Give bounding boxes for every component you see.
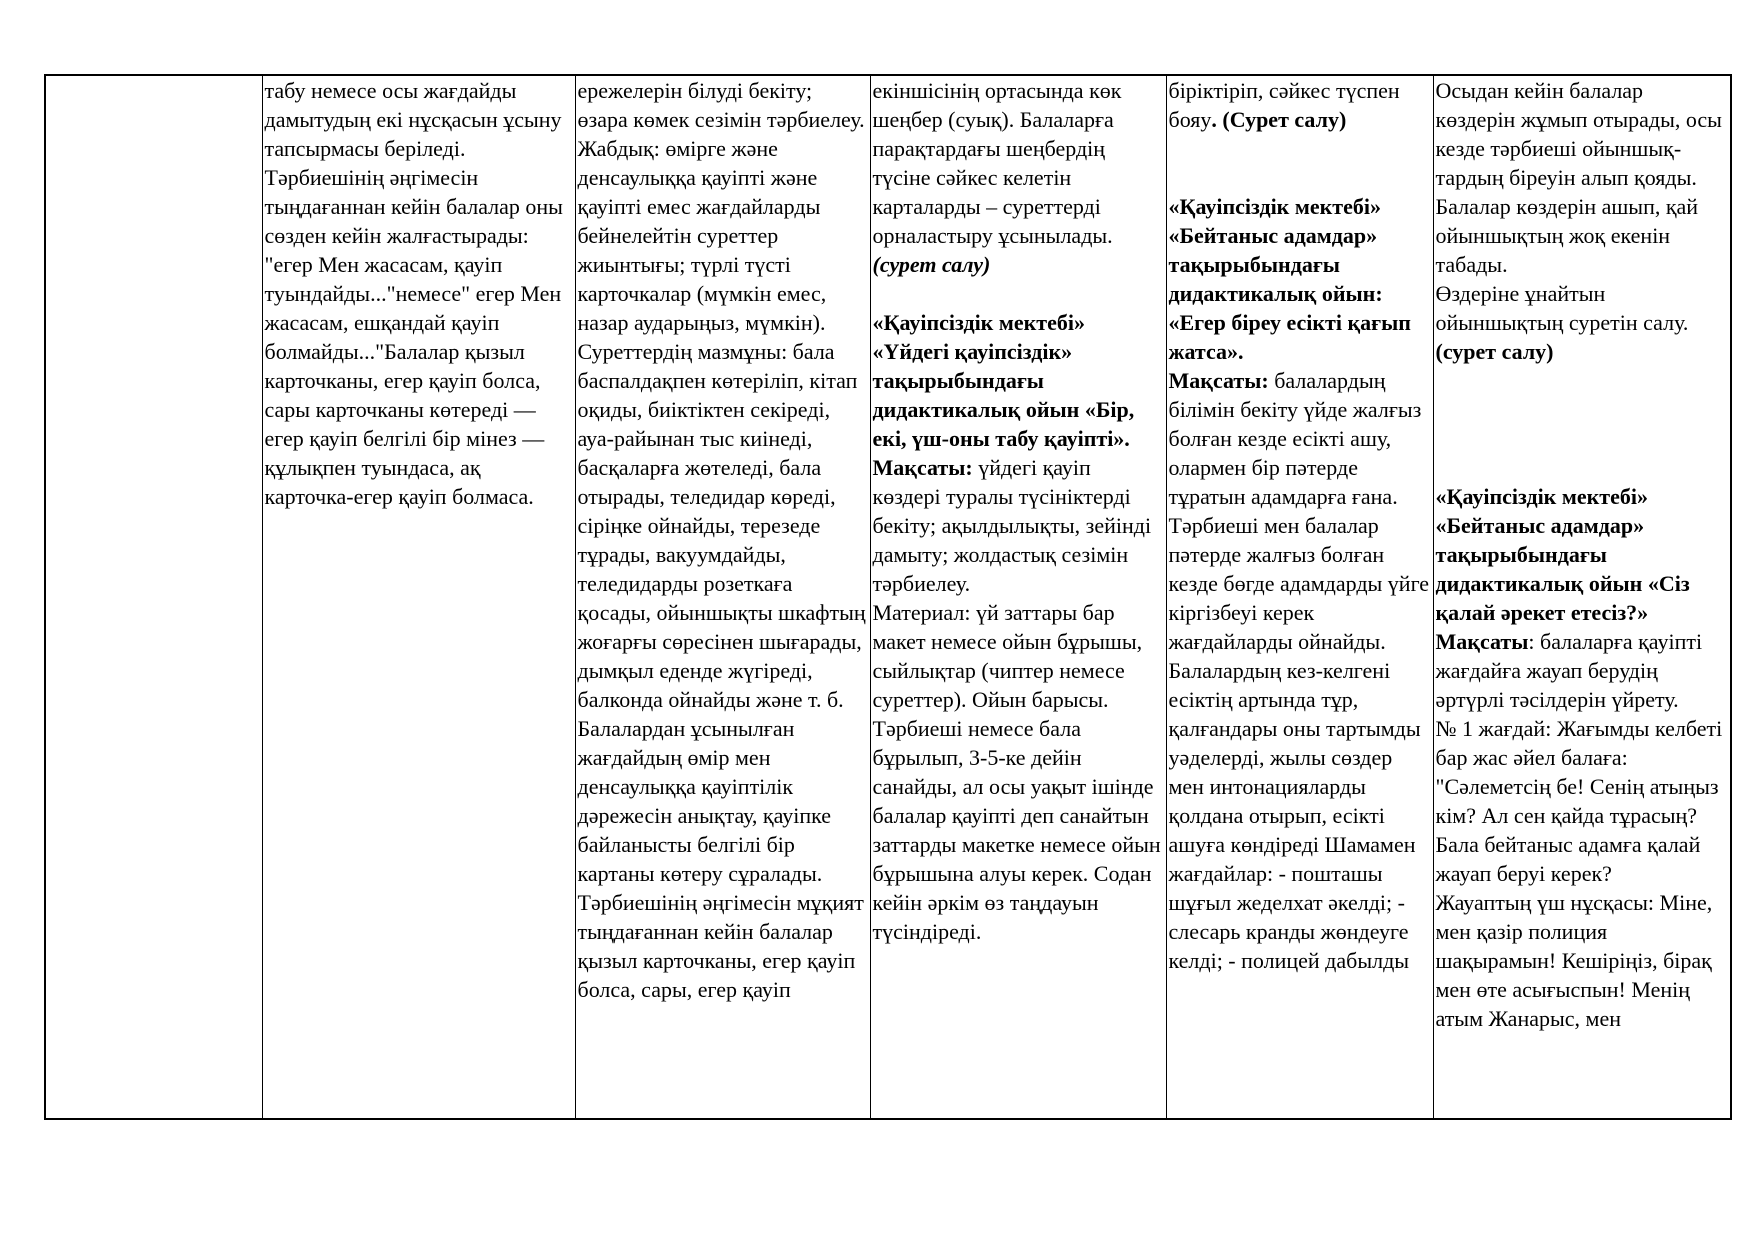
goal-text: балалардың білімін бекіту үйде жалғыз болған кезде есікті ашу, олармен бір пәтерде тұратын адамдарға ғана. Тәрбиеші мен балалар пәтерде жалғыз болған кезде бөгде адамдарды үйге кіргізбеуі керек жағдайларды ойнайды. Балалардың кез-келгені есіктің артында тұр, қалғандары оны тартымды уәделерді, жылы сөздер мен интонацияларды қолдана отырып, есікті ашуға көндіреді Шамамен жағдайлар: - пошташы шұғыл жеделхат әкелді; - слесарь кранды жөндеуге келді; - полицей дабылды <box>1168 368 1430 973</box>
spacer <box>1169 134 1431 192</box>
draw-text: Өздеріне ұнайтын ойыншықтың суретін салу. <box>1435 281 1689 335</box>
lesson-plan-table <box>44 74 1732 1120</box>
game-title: «Қауіпсіздік мектебі» «Бейтаныс адамдар» тақырыбындағы дидактикалық ойын: «Егер біреу есікті қағып жатса». <box>1168 194 1411 364</box>
case-text: № 1 жағдай: Жағымды келбеті бар жас әйел балаға: "Сәлеметсің бе! Сенің атыңыз кім? Ал сен қайда тұрасың? <box>1435 716 1723 828</box>
cell-col5 <box>1433 75 1731 1119</box>
cell-paragraph <box>873 308 1164 598</box>
cell-text: Осыдан кейін балалар көздерін жұмып отырады, осы кезде тәрбиеші ойыншық-тардың біреуін алып қояды. Балалар көздерін ашып, қай ойыншықтың жоқ екенін табады. <box>1435 78 1722 277</box>
bold-note: (сурет салу) <box>1435 339 1554 364</box>
cell-paragraph <box>873 76 1164 279</box>
question-text: Бала бейтаныс адамға қалай жауап беруі керек? <box>1435 832 1701 886</box>
cell-text: біріктіріп, сәйкес түспен бояу <box>1168 78 1400 132</box>
goal-label: Мақсаты: <box>1168 368 1269 393</box>
cell-col1 <box>262 75 575 1119</box>
answers-text: Жауаптың үш нұсқасы: Міне, мен қазір полиция шақырамын! Кешіріңіз, бірақ мен өте асығыспын! Менің атым Жанарыс, мен <box>1435 890 1713 1031</box>
table-row <box>45 75 1731 1119</box>
goal-text: : балаларға қауіпті жағдайға жауап берудің әртүрлі тәсілдерін үйрету. <box>1435 629 1703 712</box>
goal-text: үйдегі қауіп көздері туралы түсініктерді бекіту; ақылдылықты, зейінді дамыту; жолдастық сезімін тәрбиелеу. <box>872 455 1152 596</box>
material-text: Материал: үй заттары бар макет немесе ойын бұрышы, сыйлықтар (чиптер немесе суреттер). Ойын барысы. Тәрбиеші немесе бала бұрылып, 3-5-ке дейін санайды, ал осы уақыт ішінде балалар қауіпті деп санайтын заттарды макетке немесе ойын бұрышына алуы керек. Содан кейін әркім өз таңдауын түсіндіреді. <box>872 600 1161 944</box>
empty-cell <box>45 75 262 1119</box>
cell-paragraph <box>1436 627 1729 714</box>
cell-col4 <box>1166 75 1433 1119</box>
game-title: «Қауіпсіздік мектебі» «Бейтаныс адамдар» тақырыбындағы дидактикалық ойын «Сіз қалай әрекет етесіз?» <box>1435 484 1690 625</box>
cell-col3 <box>870 75 1166 1119</box>
cell-col2 <box>575 75 870 1119</box>
spacer <box>873 279 1164 308</box>
spacer <box>1436 366 1729 482</box>
italic-note: (сурет салу) <box>872 252 991 277</box>
cell-paragraph <box>1169 366 1431 975</box>
cell-paragraph <box>1169 76 1431 134</box>
cell-text: екіншісінің ортасында көк шеңбер (суық). Балаларға парақтардағы шеңбердің түсіне сәйкес келетін карталарды – суреттерді орналастыру ұсынылады. <box>872 78 1122 248</box>
goal-label: Мақсаты <box>1435 629 1529 654</box>
cell-text: ережелерін білуді бекіту; өзара көмек сезімін тәрбиелеу. Жабдық: өмірге және денсаулыққа қауіпті және қауіпті емес жағдайларды бейнелейтін суреттер жиынтығы; түрлі түсті карточкалар (мүмкін емес, назар аударыңыз, мүмкін). Суреттердің мазмұны: бала баспалдақпен көтеріліп, кітап оқиды, биіктіктен секіреді, ауа-райынан тыс киінеді, басқаларға жөтеледі, бала отырады, теледидар көреді, сіріңке ойнайды, терезеде тұрады, вакуумдайды, теледидарды розеткаға қосады, ойыншықты шкафтың жоғарғы сөресінен шығарады, дымқыл еденде жүгіреді, балконда ойнайды және т. б. Балалардан ұсынылған жағдайдың өмір мен денсаулыққа қауіптілік дәрежесін анықтау, қауіпке байланысты белгілі бір картаны көтеру сұралады. Тәрбиешінің әңгімесін мұқият тыңдағаннан кейін балалар қызыл карточканы, егер қауіп болса, сары, егер қауіп <box>577 78 866 1002</box>
cell-text: табу немесе осы жағдайды дамытудың екі нұсқасын ұсыну тапсырмасы беріледі. Тәрбиешінің әңгімесін тыңдағаннан кейін балалар оны сөзден кейін жалғастырады: "егер Мен жасасам, қауіп туындайды..."немесе" егер Мен жасасам, ешқандай қауіп болмайды..."Балалар қызыл карточканы, егер қауіп болса, сары карточканы көтереді — егер қауіп белгілі бір мінез — құлықпен туындаса, ақ карточка-егер қауіп болмаса. <box>264 78 563 509</box>
game-title: «Қауіпсіздік мектебі» «Үйдегі қауіпсіздік» тақырыбындағы дидактикалық ойын «Бір, екі, үш-оны табу қауіпті». Мақсаты: <box>872 310 1135 480</box>
bold-note: . (Сурет салу) <box>1211 107 1347 132</box>
